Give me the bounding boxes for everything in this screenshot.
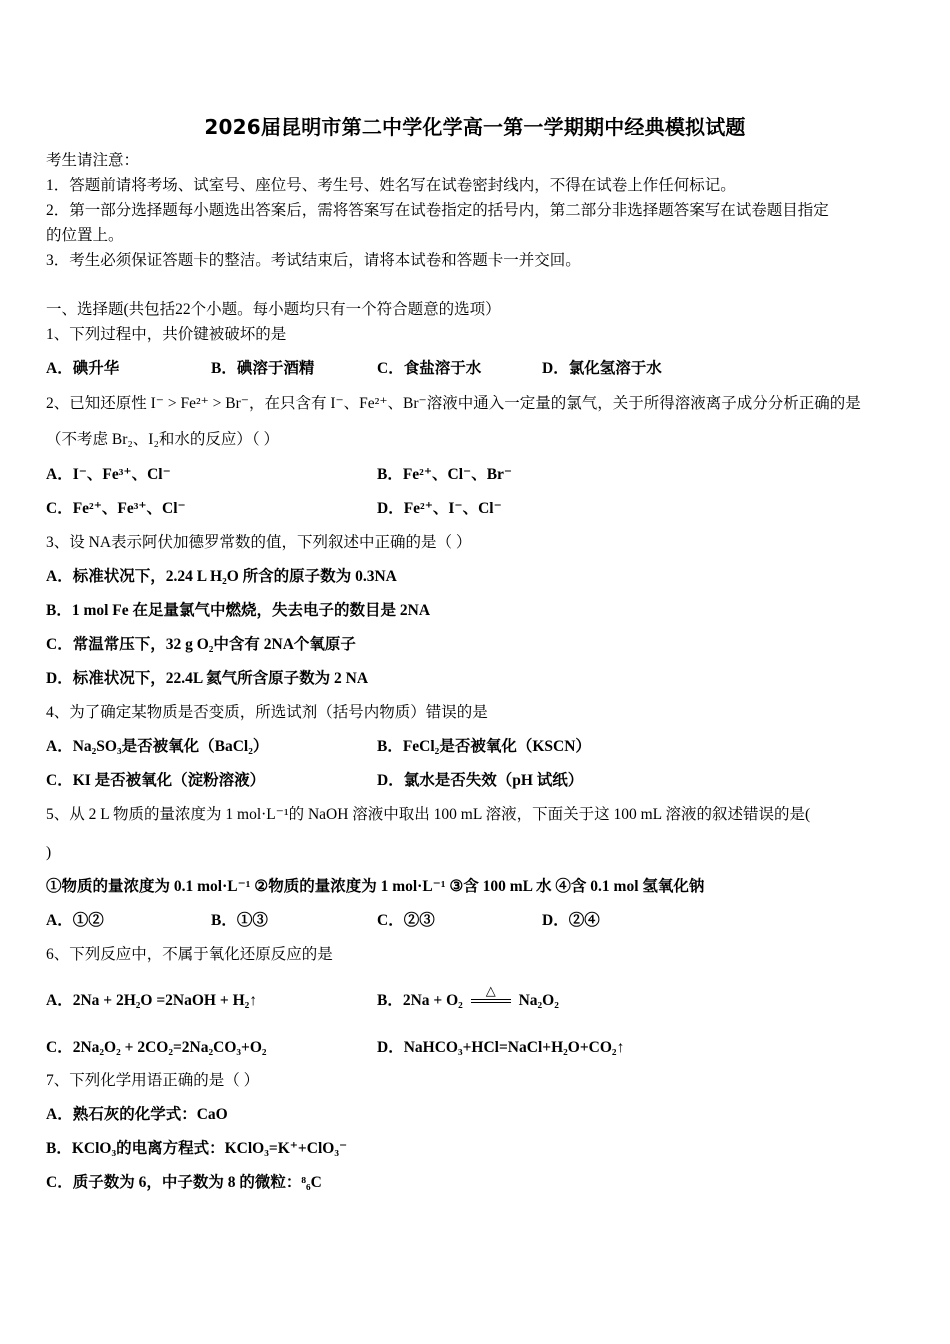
q1-option-c: C．食盐溶于水 [377, 360, 482, 377]
q4-option-c: C．KI 是否被氧化（淀粉溶液） [46, 772, 266, 789]
q3-option-a: A．标准状况下，2.24 L H₂O 所含的原子数为 0.3NA [46, 568, 397, 585]
section-heading: 一、选择题(共包括22个小题。每小题均只有一个符合题意的选项） [46, 301, 501, 318]
q6-option-b [377, 983, 559, 1011]
q6-option-c: C．2Na₂O₂ + 2CO₂=2Na₂CO₃+O₂ [46, 1039, 267, 1056]
heat-triangle-icon: △ [485, 983, 496, 999]
q5-option-d: D．②④ [542, 912, 600, 929]
question-6-stem: 6、下列反应中，不属于氧化还原反应的是 [46, 946, 333, 963]
q5-option-c: C．②③ [377, 912, 435, 929]
notice-item-2: 2．第一部分选择题每小题选出答案后，需将答案写在试卷指定的括号内，第二部分非选择题答案写在试卷题目指定 [46, 202, 829, 219]
q2-option-a: A．I⁻、Fe³⁺、Cl⁻ [46, 466, 171, 483]
notice-item-1: 1．答题前请将考场、试室号、座位号、考生号、姓名写在试卷密封线内，不得在试卷上作任何标记。 [46, 177, 736, 194]
q5-statements: ①物质的量浓度为 0.1 mol·L⁻¹ ②物质的量浓度为 1 mol·L⁻¹ ③含 100 mL 水 ④含 0.1 mol 氢氧化钠 [46, 878, 705, 895]
page-title: 2026届昆明市第二中学化学高一第一学期期中经典模拟试题 [204, 115, 746, 139]
q1-option-a: A．碘升华 [46, 360, 120, 377]
q3-option-b: B．1 mol Fe 在足量氯气中燃烧，失去电子的数目是 2NA [46, 602, 431, 619]
q1-option-d: D．氯化氢溶于水 [542, 360, 662, 377]
question-3-stem: 3、设 NA表示阿伏加德罗常数的值，下列叙述中正确的是（ ） [46, 534, 472, 551]
q4-option-b: B．FeCl₂是否被氧化（KSCN） [377, 738, 591, 755]
q4-option-a: A．Na₂SO₃是否被氧化（BaCl₂） [46, 738, 269, 755]
question-5-stem-cont: ) [46, 844, 52, 861]
question-2-stem-cont: （不考虑 Br₂、I₂和水的反应）（ ） [46, 431, 279, 448]
q3-option-c: C．常温常压下，32 g O₂中含有 2NA个氧原子 [46, 636, 356, 653]
q6-option-d: D．NaHCO₃+HCl=NaCl+H₂O+CO₂↑ [377, 1039, 625, 1056]
q5-option-a: A．①② [46, 912, 104, 929]
question-4-stem: 4、为了确定某物质是否变质，所选试剂（括号内物质）错误的是 [46, 704, 488, 721]
q6-option-a: A．2Na + 2H₂O =2NaOH + H₂↑ [46, 992, 258, 1009]
q7-option-c: C．质子数为 6，中子数为 8 的微粒：⁸₆C [46, 1174, 322, 1191]
q5-option-b: B．①③ [211, 912, 268, 929]
q2-option-c: C．Fe²⁺、Fe³⁺、Cl⁻ [46, 500, 186, 517]
question-2-stem: 2、已知还原性 I⁻ > Fe²⁺ > Br⁻，在只含有 I⁻、Fe²⁺、Br⁻溶液中通入一定量的氯气，关于所得溶液离子成分分析正确的是 [46, 395, 861, 412]
heat-condition-arrow [471, 983, 511, 1011]
q6-option-b-reactants: B．2Na + O₂ [377, 992, 463, 1009]
notice-item-3: 3．考生必须保证答题卡的整洁。考试结束后，请将本试卷和答题卡一并交回。 [46, 252, 581, 269]
question-1-stem: 1、下列过程中，共价键被破坏的是 [46, 326, 287, 343]
q1-option-b: B．碘溶于酒精 [211, 360, 315, 377]
question-5-stem: 5、从 2 L 物质的量浓度为 1 mol·L⁻¹的 NaOH 溶液中取出 100 mL 溶液，下面关于这 100 mL 溶液的叙述错误的是( [46, 806, 811, 823]
q2-option-d: D．Fe²⁺、I⁻、Cl⁻ [377, 500, 502, 517]
q4-option-d: D．氯水是否失效（pH 试纸） [377, 772, 584, 789]
question-7-stem: 7、下列化学用语正确的是（ ） [46, 1072, 260, 1089]
q2-option-b: B．Fe²⁺、Cl⁻、Br⁻ [377, 466, 513, 483]
q7-option-a: A．熟石灰的化学式：CaO [46, 1106, 228, 1123]
q3-option-d: D．标准状况下，22.4L 氦气所含原子数为 2 NA [46, 670, 369, 687]
q7-option-b: B．KClO₃的电离方程式：KClO₃=K⁺+ClO₃⁻ [46, 1140, 348, 1157]
q6-option-b-product: Na₂O₂ [518, 992, 559, 1009]
notice-item-2-cont: 的位置上。 [46, 227, 124, 244]
notice-heading: 考生请注意： [46, 152, 140, 169]
